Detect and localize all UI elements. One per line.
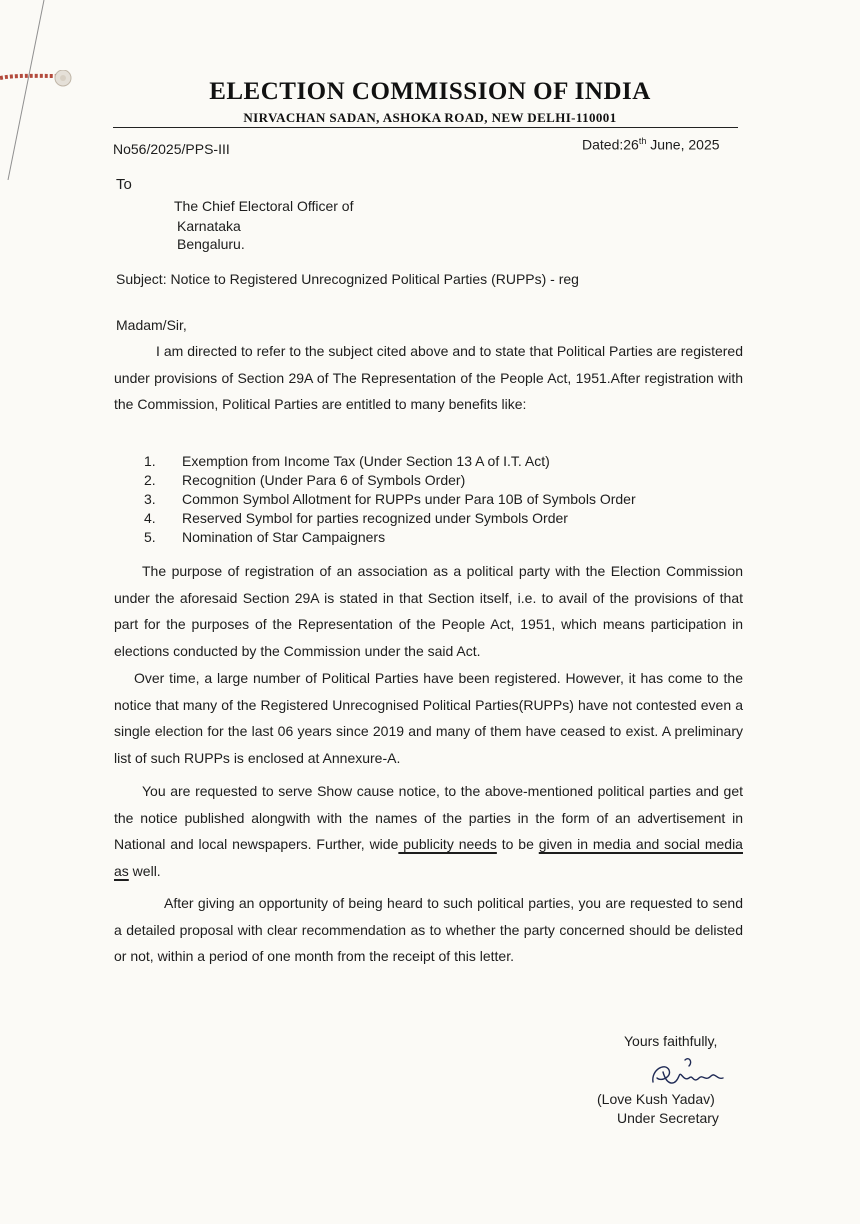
paragraph-purpose: The purpose of registration of an association as a political party with the Election Commission under the aforesaid Section 29A is stated in that Section itself, i.e. to avail of the provisions of that part for the purposes of the Representation of the People Act, 1951, which means participation in elections conducted by the Commission under the said Act. [114, 563, 743, 659]
request-text-end: well. [128, 862, 161, 879]
signature-icon [645, 1052, 745, 1096]
paragraph-over-time: Over time, a large number of Political Parties have been registered. However, it has come to the notice that many of the Registered Unrecognised Political Parties(RUPPs) have not contested even a single election for the last 06 years since 2019 and many of them have ceased to exist. A preliminary list of such RUPPs is enclosed at Annexure-A. [114, 670, 743, 766]
subject-line: Subject: Notice to Registered Unrecognized Political Parties (RUPPs) - reg [116, 271, 579, 287]
date-superscript: th [638, 136, 647, 146]
signer-name: (Love Kush Yadav) [597, 1091, 715, 1107]
paragraph-intro: I am directed to refer to the subject cited above and to state that Political Parties are registered under provisions of Section 29A of The Representation of the People Act, 1951.After registration with the Commission, Political Parties are entitled to many benefits like: [114, 343, 743, 412]
list-item [144, 452, 636, 471]
list-item-text: Exemption from Income Tax (Under Section 13 A of I.T. Act) [182, 453, 550, 469]
list-item [144, 490, 636, 509]
handwritten-underline-1: publicity needs [398, 836, 497, 852]
letter-date [582, 136, 720, 153]
paragraph-request [114, 778, 743, 884]
reference-number: No56/2025/PPS-III [113, 141, 230, 157]
list-item-text: Common Symbol Allotment for RUPPs under Para 10B of Symbols Order [182, 491, 636, 507]
request-text-start: You are requested to serve Show cause notice, to the above-mentioned political parties and get the notice published alongwith with the names of the parties in the form of an advertisement in National and local newspapers. Further, wide [114, 783, 743, 852]
date-suffix: June, 2025 [646, 136, 720, 153]
request-text-mid: to be [496, 836, 539, 852]
to-label: To [116, 176, 132, 193]
list-item-text: Reserved Symbol for parties recognized under Symbols Order [182, 510, 568, 526]
salutation: Madam/Sir, [116, 317, 187, 333]
list-item-number: 5. [144, 529, 156, 545]
date-prefix: Dated:26 [582, 136, 639, 153]
benefits-list [144, 452, 636, 547]
list-item-number: 4. [144, 510, 156, 526]
handwritten-underline-2: given in media and social media as [114, 836, 743, 879]
list-item [144, 528, 636, 547]
list-item-number: 2. [144, 472, 156, 488]
header-divider [113, 127, 738, 128]
signer-designation: Under Secretary [617, 1110, 719, 1126]
list-item-number: 1. [144, 453, 156, 469]
header-address: NIRVACHAN SADAN, ASHOKA ROAD, NEW DELHI-110001 [243, 110, 617, 125]
list-item-text: Nomination of Star Campaigners [182, 529, 386, 545]
recipient-line-3: Bengaluru. [177, 236, 245, 252]
list-item [144, 471, 636, 490]
list-item-number: 3. [144, 491, 156, 507]
recipient-line-2: Karnataka [177, 218, 241, 234]
recipient-line-1: The Chief Electoral Officer of [174, 198, 354, 214]
list-item-text: Recognition (Under Para 6 of Symbols Order) [182, 472, 466, 488]
header-title: ELECTION COMMISSION OF INDIA [209, 78, 651, 105]
paragraph-proposal: After giving an opportunity of being heard to such political parties, you are requested to send a detailed proposal with clear recommendation as to whether the party concerned should be delisted or not, within a period of one month from the receipt of this letter. [114, 895, 743, 964]
closing: Yours faithfully, [624, 1033, 718, 1049]
list-item [144, 509, 636, 528]
